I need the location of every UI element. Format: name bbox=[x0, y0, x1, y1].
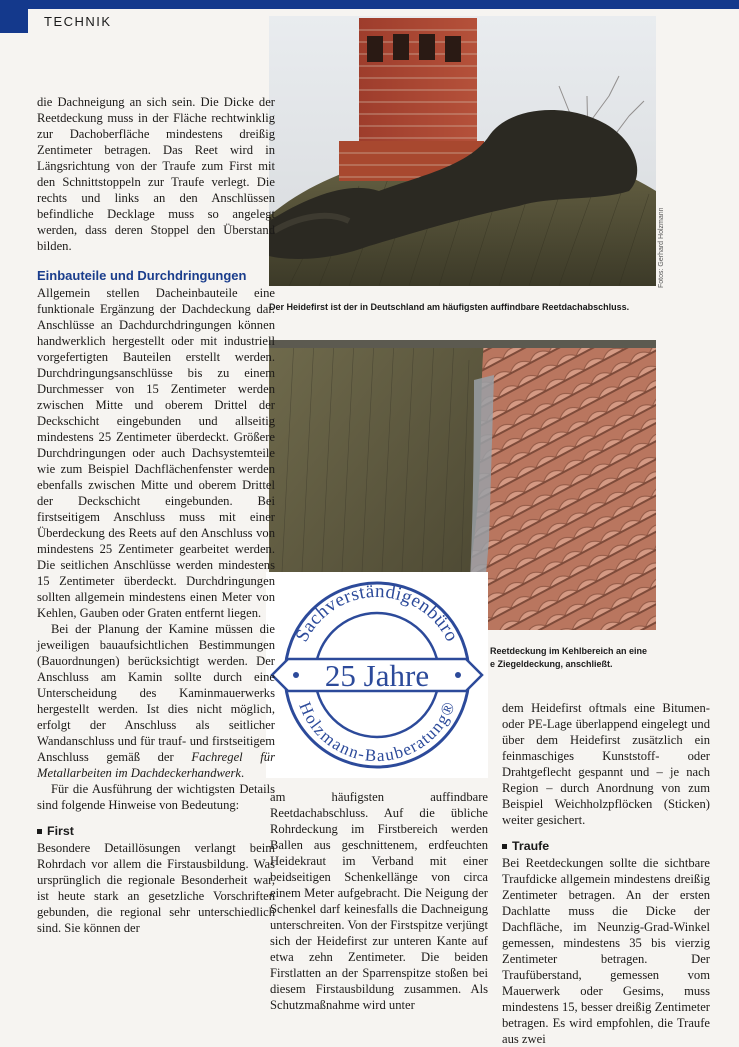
svg-text:Holzmann-Bauberatung® bbox=[295, 699, 458, 765]
chimney-roof-illustration bbox=[269, 16, 656, 286]
col1-paragraph-4: Für die Ausführung der wichtigsten Details sind folgende Hinweise von Bedeutung: bbox=[37, 782, 275, 812]
figure2-caption bbox=[490, 645, 690, 671]
bullet-square-icon bbox=[502, 844, 507, 849]
section-label: TECHNIK bbox=[44, 14, 112, 29]
subheading-traufe bbox=[502, 838, 710, 854]
col1-p3-end: . bbox=[241, 766, 245, 780]
stamp-bottom-text: Holzmann-Bauberatung® bbox=[295, 699, 459, 766]
bullet-square-icon bbox=[37, 829, 42, 834]
section-heading-einbauteile: Einbauteile und Durchdringungen bbox=[37, 268, 247, 283]
fachregel-reference: Fachregel für Metallarbeiten im Dachdeckerhandwerk bbox=[37, 750, 276, 780]
col3-paragraph-2: Bei Reetdeckungen sollte die sichtbare Traufdicke allgemein mindestens dreißig Zentimeter betragen. An der ersten Dachlatte muss die Dicke der Dachfläche, im Neunzig-Grad-Winkel gemessen, mindestens 35 bis vierzig Zentimeter betragen. Der Traufüberstand, gemessen vom Mauerwerk oder Gesims, muss mindestens 15, besser dreißig Zentimeter betragen. Es wird empfohlen, die Traufe aus zwei bbox=[502, 856, 710, 1046]
col1-paragraph-2: Allgemein stellen Dacheinbauteile eine funktionale Ergänzung der Dachdeckung dar. Anschlüsse an Dachdurchdringungen können handwerklich hergestellt oder mit industriell vorgefertigten Bauteilen erstellt werden. Durchdringungsanschlüsse bis zu einem Durchmesser von 15 Zentimeter werden zwischen Mitte und oberem Drittel der Deckschicht eingebunden und allseitig mindestens 25 Zentimeter überdeckt. Größere Durchdringungen oder auch Dachsystemteile wie zum Beispiel Dachflächenfenster werden ebenfalls zwischen Mitte und oberem Drittel der Deckschicht eingebunden. Bei firstseitigem Anschluss muss mit einer Überdeckung des Reets auf den Anschluss von mindestens 25 Zentimeter gearbeitet werden. Die seitlichen Anschlüsse werden mindestens 15 Zentimeter überdeckt. Durchdringungen sollten allgemein mindestens einen Meter von Kehlen, Gauben oder Graten entfernt liegen. bbox=[37, 286, 275, 620]
stamp-top-text: Sachverständigenbüro bbox=[291, 580, 463, 646]
col1-paragraph-1: die Dachneigung an sich sein. Die Dicke der Reetdeckung muss in der Fläche rechtwinklig zur Dachoberfläche mindestens dreißig Zentimeter betragen. Das Reet wird in Längsrichtung von der Traufe zum First mit den Schnittstoppeln zur Traufe verlegt. Die rechts und links an den Anschlüssen befindliche Decklage muss so angelegt werden, dass deren Stoppel den Überstand bilden. bbox=[37, 95, 275, 253]
figure2-caption-line1: Reetdeckung im Kehlbereich an eine bbox=[490, 646, 648, 656]
subheading-first-label: First bbox=[47, 824, 74, 838]
anniversary-stamp bbox=[266, 572, 488, 778]
subheading-traufe-label: Traufe bbox=[512, 839, 550, 853]
column-3 bbox=[502, 700, 710, 1047]
figure1-caption: Der Heidefirst ist der in Deutschland am häufigsten auffindbare Reetdachabschluss. bbox=[269, 302, 630, 312]
figure2-caption-line2: e Ziegeldeckung, anschließt. bbox=[490, 659, 613, 669]
anniversary-stamp-panel bbox=[266, 572, 488, 778]
col2-paragraph-1: am häufigsten auffindbare Reetdachabschluss. Auf die übliche Rohrdeckung im Firstbereich werden Ballen aus geschnittenem, erdfeuchten Heidekraut im Verband mit einer beidseitigen Schenkellänge von circa einem Meter aufgebracht. Die Neigung der Schenkel darf keinesfalls die Dachneigung unterschreiten. Von der Firstspitze verjüngt sich der Heidefirst zur unteren Kante auf etwa zehn Zentimeter. Die beiden Firstlatten an der Sparrenspitze stoßen bei diesem Firstausbildung zusammen. Als Schutzmaßnahme wird unter bbox=[270, 790, 488, 1012]
subheading-first bbox=[37, 823, 275, 839]
photo-heather-ridge bbox=[269, 16, 656, 286]
stamp-center-text: 25 Jahre bbox=[324, 658, 430, 693]
column-2 bbox=[270, 789, 488, 1013]
photo-credit: Fotos: Gerhard Holzmann bbox=[658, 207, 665, 288]
header-accent-block bbox=[0, 9, 28, 33]
col1-paragraph-5: Besondere Detaillösungen verlangt beim Rohrdach vor allem die Firstausbildung. Was ursprünglich die regionale Besonderheit war, ist heute stark an gesetzliche Vorschriften gebunden, die regional sehr unterschiedlich sind. Sie können der bbox=[37, 841, 275, 935]
col1-paragraph-3 bbox=[37, 621, 275, 781]
col1-p3-text: Bei der Planung der Kamine müssen die jeweiligen bauaufsichtlichen Bestimmungen (Bauordnungen) berücksichtigt werden. Der Anschluss am Kamin sollte durch eine Unterscheidung des Kaminmauerwerks hergestellt werden. Ist dies nicht möglich, erfolgt der Anschluss als seitlicher Wandanschluss und für trauf- und firstseitigem Anschluss gemäß der bbox=[37, 622, 275, 764]
header-bar bbox=[0, 0, 739, 9]
column-1 bbox=[37, 94, 275, 936]
col3-paragraph-1: dem Heidefirst oftmals eine Bitumen- oder PE-Lage überlappend eingelegt und über dem Heidefirst zusätzlich ein feinmaschiges Kunststoff- oder Drahtgeflecht gespannt und – je nach Region – durch Anordnung von zum Beispiel Weichholzpflöcken (Sticken) weiter gesichert. bbox=[502, 701, 710, 827]
